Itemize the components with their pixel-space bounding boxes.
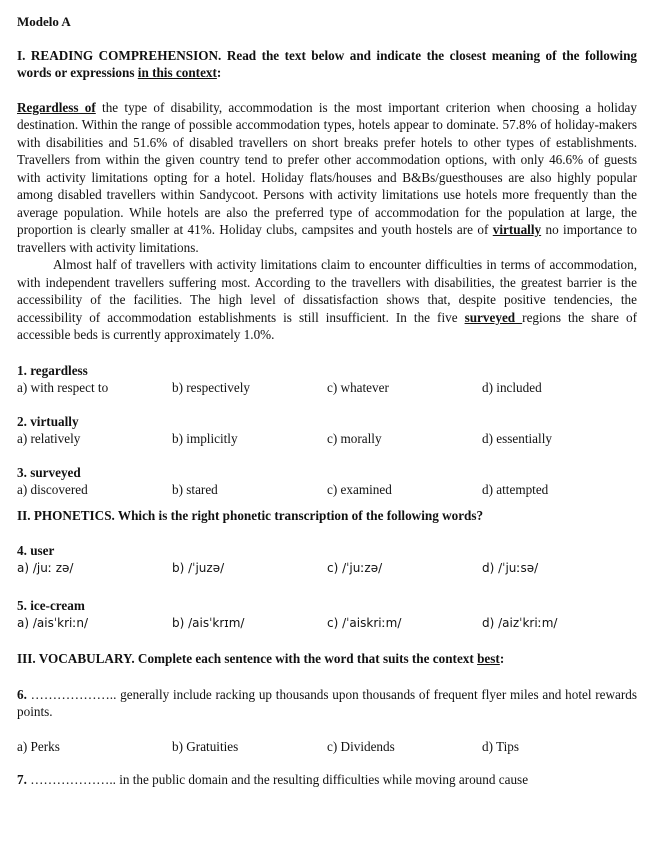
question-6 [17,686,637,721]
option-a[interactable]: a) discovered [17,482,88,497]
section-1-title: I. READING COMPREHENSION. [17,47,222,63]
question-title: 4. user [17,543,55,558]
section-3-title-end: : [499,651,505,666]
passage-paragraph-1 [17,99,637,257]
question-text: in the public domain and the resulting difficulties while moving around cause [119,772,529,787]
option-b[interactable]: b) stared [172,482,218,497]
answer-blank[interactable]: ……………….. [26,686,121,702]
key-phrase-surveyed: surveyed [464,309,523,325]
option-b[interactable]: b) implicitly [172,431,238,446]
option-c[interactable]: c) whatever [327,380,389,395]
option-c[interactable]: c) Dividends [327,738,395,754]
section-3-title: III. VOCABULARY. Complete each sentence with the word that suits the context [17,651,478,666]
option-a[interactable]: a) relatively [17,431,81,446]
option-d[interactable]: d) /ˈjuːsə/ [482,560,539,575]
option-d[interactable]: d) /aizˈkriːm/ [482,615,558,630]
option-b[interactable]: b) /ˈjuzə/ [172,560,225,575]
question-7 [17,771,637,789]
question-2 [17,413,637,448]
question-number: 7. [17,772,27,787]
option-a[interactable]: a) /juː zə/ [17,560,74,575]
option-a[interactable]: a) with respect to [17,380,109,395]
option-d[interactable]: d) Tips [482,738,520,754]
model-label: Modelo A [17,14,71,29]
section-1-heading [17,47,637,82]
passage-text: no importance to travellers with activity limitations. [17,222,637,255]
section-2-heading: II. PHONETICS. Which is the right phonetic transcription of the following words? [17,507,484,523]
passage-text: regions the share of accessible beds is currently approximately 1.0%. [17,309,637,342]
question-options [17,430,637,448]
section-1-instruction: Read the text below and indicate the closest meaning of the following words or expressions [17,47,638,80]
answer-blank[interactable]: ……………….. [26,772,120,787]
key-phrase-regardless: Regardless of [17,99,96,115]
passage-text: the type of disability, accommodation is the most important criterion when choosing a holiday destination. Within the range of possible accommodation types, hotels appear to dominate. 57.8% of holiday-makers with disabilities and 51.6% of disabled travellers on short breaks prefer hotels to other types of establishments. Travellers from within the given country tend to prefer other accommodation options, with only 46.6% of guests with activity limitations opting for a hotel. Holiday flats/houses and B&Bs/guesthouses are also highly popular among disabled travellers within Sandycoot. Persons with activity limitations use hotels more frequently than the average population. While hotels are also the preferred type of accommodation for the population at large, the proportion is clearly smaller at 41%. Holiday clubs, campsites and youth hostels are of [17,99,637,237]
question-options [17,560,637,578]
question-options [17,481,637,499]
section-3-heading [17,650,637,668]
key-phrase-virtually: virtually [492,222,542,237]
question-1 [17,362,637,397]
question-6-options [17,738,637,756]
passage-text: Almost half of travellers with activity limitations claim to encounter difficulties in terms of accommodation, with independent travellers suffering most. According to the travellers with disabilities, the greatest barrier is the accessibility of the facilities. The high level of dissatisfaction shows that, despite positive tendencies, the accessibility of accommodation establishments is still insufficient. In the five [17,257,637,325]
option-c[interactable]: c) examined [327,482,392,497]
exam-page [17,13,637,789]
option-d[interactable]: d) essentially [482,431,552,446]
option-c[interactable]: c) /ˈjuːzə/ [327,560,383,575]
question-title: 5. ice-cream [17,598,85,613]
question-number: 6. [17,686,27,702]
question-title: 1. regardless [17,362,88,378]
option-a[interactable]: a) Perks [17,738,60,754]
option-b[interactable]: b) Gratuities [172,738,239,754]
option-a[interactable]: a) /aisˈkriːn/ [17,615,89,630]
section-3-title-underlined: best [477,651,500,666]
option-d[interactable]: d) included [482,380,542,395]
passage-paragraph-2 [17,256,637,344]
question-title: 3. surveyed [17,464,81,480]
question-options [17,379,637,397]
option-d[interactable]: d) attempted [482,482,549,497]
question-title: 2. virtually [17,413,79,429]
section-1-instruction-end: : [216,65,222,80]
question-5 [17,597,637,632]
option-c[interactable]: c) morally [327,431,382,446]
option-c[interactable]: c) /ˈaiskriːm/ [327,615,402,630]
question-options [17,615,637,633]
question-4 [17,542,637,577]
option-b[interactable]: b) respectively [172,380,250,395]
question-3 [17,464,637,499]
option-b[interactable]: b) /aisˈkrɪm/ [172,615,245,630]
question-text: generally include racking up thousands upon thousands of frequent flyer miles and hotel rewards points. [17,686,638,719]
section-1-instruction-underlined: in this context [137,65,217,80]
